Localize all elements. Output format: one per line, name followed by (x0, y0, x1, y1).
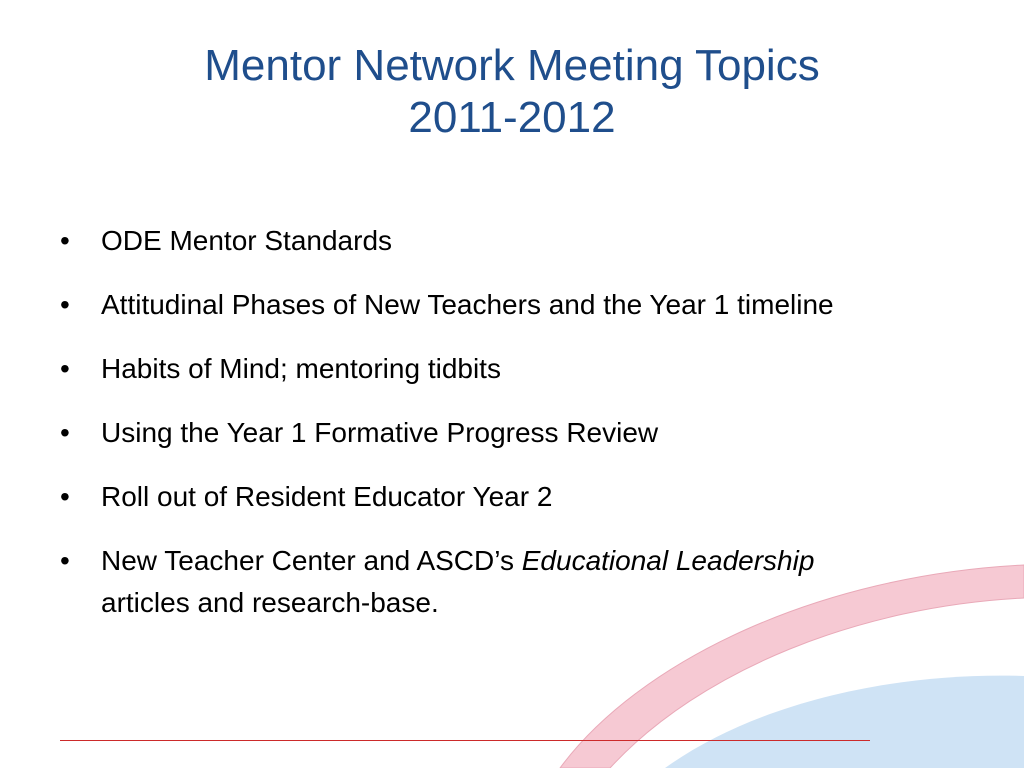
bullet-item (60, 348, 890, 390)
bullet-item (60, 540, 890, 624)
bullet-text-italic-publication: Educational Leadership (521, 545, 815, 576)
topic-bullet-list (60, 220, 890, 646)
blue-swoosh-shape (665, 676, 1024, 768)
bullet-glyph: • (60, 225, 70, 256)
slide-title-line-1: Mentor Network Meeting Topics (204, 41, 820, 90)
bullet-text: Habits of Mind; mentoring tidbits (101, 353, 501, 384)
bullet-item (60, 476, 890, 518)
bullet-text (101, 545, 814, 618)
slide-title-line-2: 2011-2012 (408, 93, 616, 142)
bullet-glyph: • (60, 353, 70, 384)
bullet-text-plain-tail: articles and research-base. (101, 587, 439, 618)
bullet-text: Attitudinal Phases of New Teachers and the Year 1 timeline (101, 289, 834, 320)
bullet-item (60, 220, 890, 262)
footer-divider-line (60, 740, 870, 741)
bullet-glyph: • (60, 417, 70, 448)
bullet-glyph: • (60, 481, 70, 512)
bullet-text: Using the Year 1 Formative Progress Review (101, 417, 659, 448)
bullet-item (60, 284, 890, 326)
bullet-glyph: • (60, 289, 70, 320)
bullet-text: Roll out of Resident Educator Year 2 (101, 481, 553, 512)
bullet-item (60, 412, 890, 454)
slide-title (0, 40, 1024, 144)
bullet-glyph: • (60, 545, 70, 576)
bullet-text: ODE Mentor Standards (101, 225, 393, 256)
bullet-text-plain: New Teacher Center and ASCD’s (101, 545, 522, 576)
